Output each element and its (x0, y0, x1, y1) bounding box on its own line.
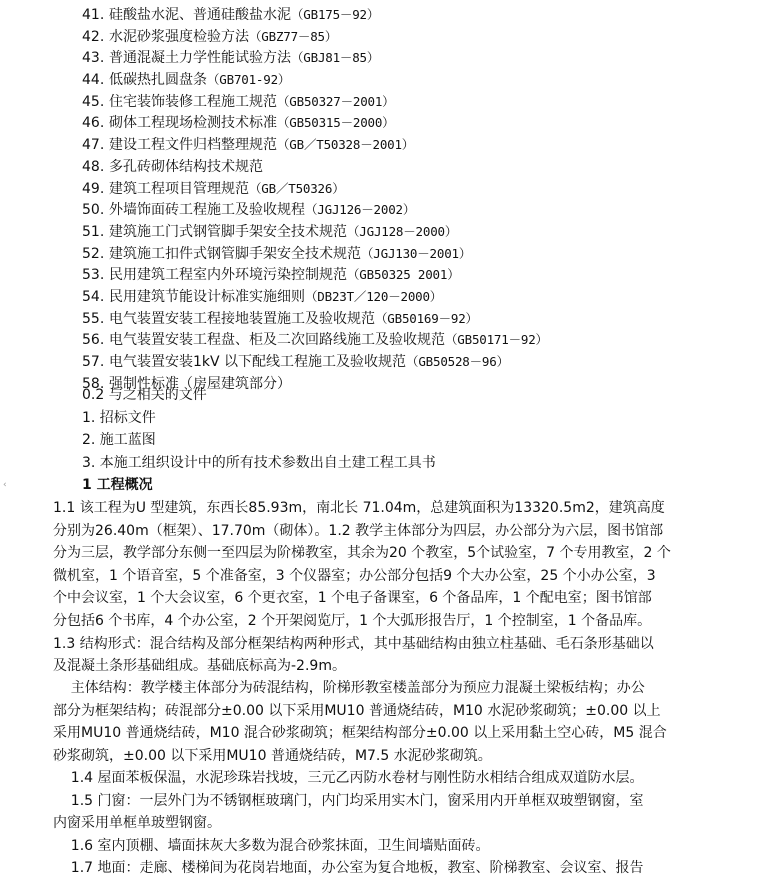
standard-item (82, 199, 772, 221)
paragraph-line: 及混凝土条形基础组成。基础底标高为-2.9m。 (53, 658, 346, 675)
standard-item (82, 351, 772, 373)
standard-number: 50. (82, 202, 105, 219)
standard-number: 47. (82, 137, 105, 154)
standard-title: 硅酸盐水泥、普通硅酸盐水泥 (109, 7, 291, 23)
standard-code: （GB／T50328－2001） (277, 137, 415, 153)
paragraph-line: 分为三层，教学部分东侧一至四层为阶梯教室，其余为20 个教室，5个试验室，7 个专用教室，2 个 (53, 545, 671, 562)
paragraph-line: 1.3 结构形式：混合结构及部分框架结构两种形式，其中基础结构由独立柱基础、毛石条形基础以 (53, 635, 654, 652)
standard-item (82, 329, 772, 351)
overview-paragraph-2 (53, 677, 773, 767)
standard-number: 54. (82, 288, 105, 305)
standard-number: 53. (82, 267, 105, 284)
standard-number: 52. (82, 245, 105, 262)
paragraph-line: 1.1 该工程为U 型建筑，东西长85.93m，南北长 71.04m，总建筑面积为13320.5m2，建筑高度 (53, 500, 665, 516)
standard-title: 电气装置安装工程接地装置施工及验收规范 (109, 310, 375, 327)
paragraph-line: 采用MU10 普通烧结砖，M10 混合砂浆砌筑；框架结构部分±0.00 以上采用黏土空心砖，M5 混合 (53, 725, 667, 742)
standard-number: 48. (82, 158, 105, 175)
list-item: 2. 施工蓝图 (82, 432, 156, 449)
related-files-section (0, 384, 780, 497)
standard-code: （DB23T／120－2000） (305, 288, 443, 304)
standard-number: 46. (82, 115, 105, 132)
standard-item (82, 178, 772, 200)
overview-paragraph-1 (53, 497, 773, 678)
standard-item (82, 134, 772, 156)
section-heading: 0.2 与之相关的文件 (82, 387, 207, 403)
standard-item (82, 112, 772, 134)
standard-number: 56. (82, 332, 105, 349)
standard-title: 外墙饰面砖工程施工及验收规程 (109, 202, 305, 219)
standard-number: 51. (82, 223, 105, 240)
standard-title: 民用建筑节能设计标准实施细则 (109, 288, 305, 305)
standard-item (82, 286, 772, 308)
standard-code: （GBJ81－85） (291, 50, 380, 66)
paragraph-line: 1.5 门窗：一层外门为不锈钢框玻璃门，内门均采用实木门，窗采用内开单框双玻塑钢窗，室 (53, 792, 644, 809)
standard-item (82, 156, 772, 178)
standards-list (82, 4, 772, 394)
paragraph-line: 内窗采用单框单玻塑钢窗。 (53, 815, 221, 832)
standard-title: 电气装置安装1kV 以下配线工程施工及验收规范 (109, 354, 407, 370)
standard-code: （GB50325 2001） (347, 267, 460, 283)
paragraph-line: 个中会议室，1 个大会议室，6 个更衣室，1 个电子备课室，6 个备品库，1 个配电室；图书馆部 (53, 590, 652, 607)
standard-item (82, 69, 772, 91)
standard-title: 电气装置安装工程盘、柜及二次回路线施工及验收规范 (109, 332, 445, 349)
standard-item (82, 264, 772, 286)
standard-title: 建筑施工扣件式钢管脚手架安全技术规范 (109, 245, 361, 262)
standard-code: （GB50171－92） (445, 332, 548, 348)
standard-number: 49. (82, 180, 105, 197)
standard-number: 42. (82, 28, 105, 45)
standard-title: 强制性标准（房屋建筑部分） (109, 375, 291, 392)
list-item: 3. 本施工组织设计中的所有技术参数出自土建工程工具书 (82, 454, 436, 471)
margin-mark: ‹ (3, 480, 7, 490)
standard-code: （GB／T50326） (249, 180, 345, 196)
standard-number: 57. (82, 354, 105, 370)
standard-title: 普通混凝土力学性能试验方法 (109, 50, 291, 67)
standard-title: 水泥砂浆强度检验方法 (109, 28, 249, 45)
standard-item (82, 26, 772, 48)
section-heading: 1 工程概况 (82, 477, 153, 494)
standard-code: （GB701-92） (207, 72, 291, 88)
standard-title: 砌体工程现场检测技术标准 (109, 115, 277, 132)
standard-item (82, 221, 772, 243)
standard-code: （GB50528－96） (406, 354, 509, 369)
standard-code: （JGJ128－2000） (347, 223, 458, 239)
standard-item (82, 47, 772, 69)
standard-title: 低碳热扎圆盘条 (109, 72, 207, 89)
standard-item (82, 4, 772, 26)
standard-title: 住宅装饰装修工程施工规范 (109, 93, 277, 110)
standard-item (82, 243, 772, 265)
standard-title: 建设工程文件归档整理规范 (109, 137, 277, 154)
standard-code: （GB50169－92） (375, 310, 478, 326)
paragraph-line: 1.4 屋面苯板保温，水泥珍珠岩找坡，三元乙丙防水卷材与刚性防水相结合组成双道防水层。 (53, 770, 644, 786)
standard-number: 44. (82, 72, 105, 89)
standard-title: 民用建筑工程室内外环境污染控制规范 (109, 267, 347, 284)
standard-number: 45. (82, 93, 105, 110)
standard-number: 55. (82, 310, 105, 327)
standard-code: （JGJ130－2001） (361, 245, 472, 261)
standard-number: 41. (82, 7, 105, 23)
paragraph-line: 微机室，1 个语音室，5 个准备室，3 个仪器室；办公部分包括9 个大办公室，25 个小办公室，3 (53, 567, 656, 584)
standard-title: 建筑施工门式钢管脚手架安全技术规范 (109, 223, 347, 240)
standard-title: 多孔砖砌体结构技术规范 (109, 158, 263, 175)
standard-code: （GB50327－2001） (277, 93, 395, 109)
paragraph-line: 分别为26.40m（框架）、17.70m（砌体）。1.2 教学主体部分为四层，办公部分为六层，图书馆部 (53, 522, 664, 539)
paragraph-line: 分包括6 个书库，4 个办公室，2 个开架阅览厅，1 个大弧形报告厅，1 个控制室，1 个备品库。 (53, 612, 652, 629)
paragraph-line: 砂浆砌筑，±0.00 以下采用MU10 普通烧结砖，M7.5 水泥砂浆砌筑。 (53, 747, 492, 764)
standard-code: （GBZ77－85） (249, 28, 338, 44)
list-item: 1. 招标文件 (82, 409, 156, 426)
paragraph-line: 1.7 地面：走廊、楼梯间为花岗岩地面，办公室为复合地板，教室、阶梯教室、会议室、报告 (53, 860, 644, 877)
standard-item (82, 91, 772, 113)
standard-number: 58. (82, 375, 105, 392)
paragraph-line: 主体结构：教学楼主体部分为砖混结构，阶梯形教室楼盖部分为预应力混凝土梁板结构；办公 (53, 680, 645, 696)
paragraph-line: 1.6 室内顶棚、墙面抹灰大多数为混合砂浆抹面，卫生间墙贴面砖。 (53, 837, 490, 854)
overview-paragraph-3 (53, 767, 773, 880)
standard-code: （GB50315－2000） (277, 115, 395, 131)
standard-code: （JGJ126－2002） (305, 202, 416, 218)
standard-number: 43. (82, 50, 105, 67)
standard-item (82, 308, 772, 330)
standard-title: 建筑工程项目管理规范 (109, 180, 249, 197)
standard-code: （GB175－92） (291, 7, 380, 22)
paragraph-line: 部分为框架结构；砖混部分±0.00 以下采用MU10 普通烧结砖，M10 水泥砂浆砌筑；±0.00 以上 (53, 702, 661, 719)
